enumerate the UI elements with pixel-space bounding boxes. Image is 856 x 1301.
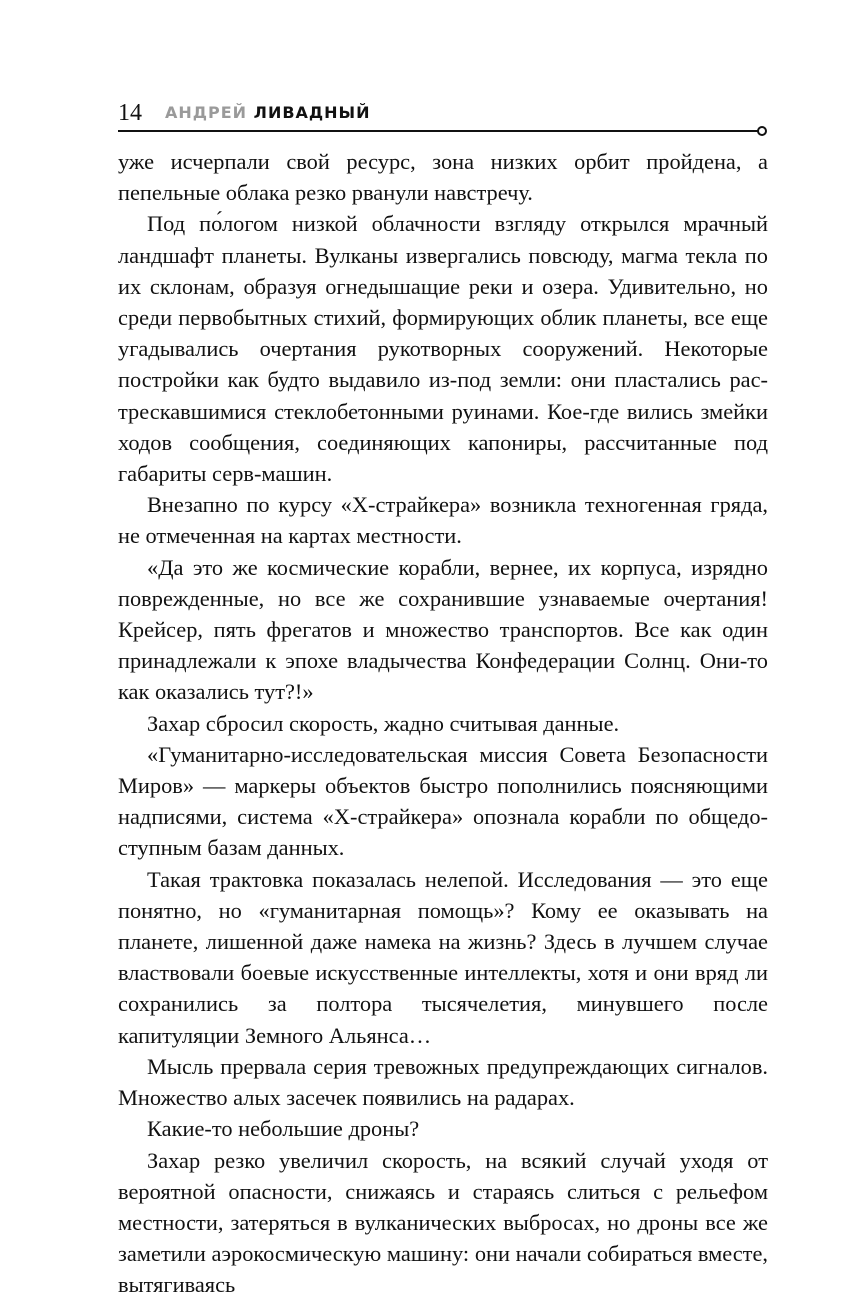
page-number: 14 [118, 100, 142, 126]
paragraph: «Гуманитарно-исследовательская миссия Совета Безопасности Миров» — маркеры объектов быстро пополнились поясняющими надписями, система «Х-страйкера» опознала корабли по общедоступным базам данных. [118, 741, 768, 861]
paragraph: Какие-то небольшие дроны? [147, 1116, 420, 1142]
body-text [118, 146, 768, 1301]
paragraph: Мысль прервала серия тревожных предупреждающих сигналов. Множество алых засечек появились на радарах. [118, 1053, 768, 1111]
paragraph: Захар сбросил скорость, жадно считывая данные. [147, 710, 620, 736]
running-header [118, 100, 768, 126]
paragraph: Под по́логом низкой облачности взгляду открылся мрачный ландшафт планеты. Вулканы извергались повсюду, магма текла по их склонам, образуя огнедышащие реки и озера. Удивительно, но среди первобытных стихий, формирующих облик планеты, все еще угадывались очертания рукотворных сооружений. Некоторые постройки как будто выдавило из-под земли: они пластались растрескавшимися стеклобетонными руинами. Кое-где вились змейки ходов сообщения, соединяющих капониры, рассчитанные под габариты серв-машин. [118, 211, 768, 487]
author-last-name: ЛИВАДНЫЙ [253, 103, 371, 122]
author-name [165, 103, 371, 123]
paragraph: Такая трактовка показалась нелепой. Исследования — это еще понятно, но «гуманитарная помощь»? Кому ее оказывать на планете, лишенной даже намека на жизнь? Здесь в лучшем случае властвовали боевые искусственные интеллекты, хотя и они вряд ли сохранились за полтора тысячелетия, минувшего после капитуляции Земного Альянса… [118, 866, 768, 1048]
paragraph: уже исчерпали свой ресурс, зона низких орбит пройдена, а пепельные облака резко рванули навстречу. [118, 149, 768, 206]
header-rule [118, 130, 758, 132]
header-rule-end-circle [757, 126, 767, 136]
author-first-name: АНДРЕЙ [165, 103, 248, 122]
paragraph: Захар резко увеличил скорость, на всякий случай уходя от вероятной опасности, снижаясь и стараясь слиться с рельефом местности, затеряться в вулканических выбросах, но дроны все же заметили аэрокосмическую машину: они начали собираться вместе, вытягиваясь [118, 1147, 768, 1298]
paragraph: «Да это же космические корабли, вернее, их корпуса, изрядно поврежденные, но все же сохранившие узнаваемые очертания! Крейсер, пять фрегатов и множество транспортов. Все как один принадлежали к эпохе владычества Конфедерации Солнц. Они-то как оказались тут?!» [118, 554, 768, 705]
paragraph: Внезапно по курсу «Х-страйкера» возникла техногенная гряда, не отмеченная на картах местности. [118, 492, 768, 549]
